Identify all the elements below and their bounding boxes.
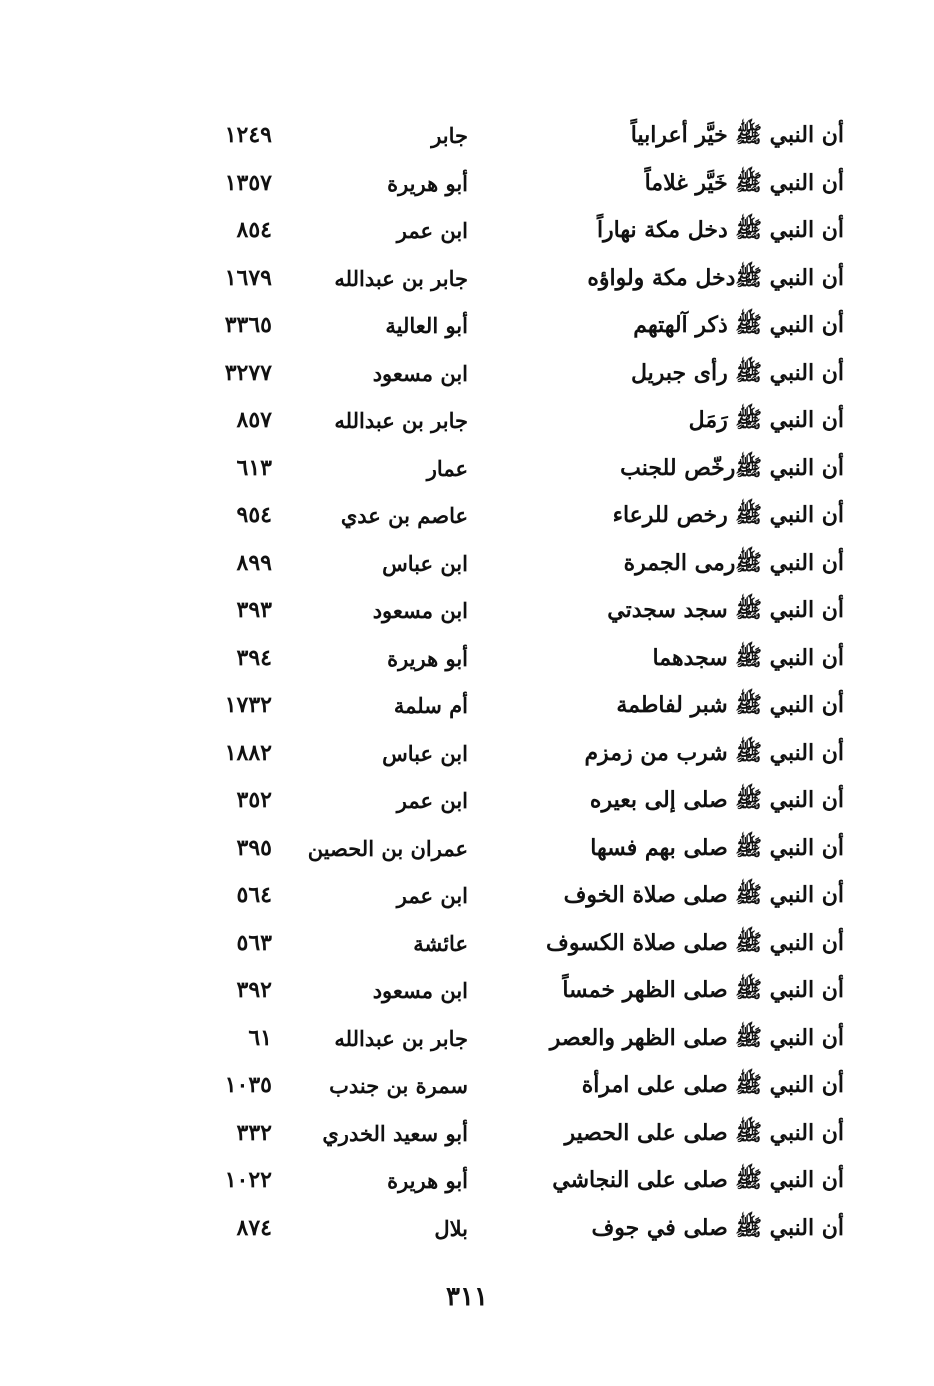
hadith-number: ٩٥٤ bbox=[236, 502, 272, 528]
narrator-name: جابر بن عبدالله bbox=[334, 1025, 468, 1051]
narrator-name: سمرة بن جندب bbox=[329, 1073, 468, 1098]
index-row bbox=[0, 682, 934, 730]
index-row bbox=[0, 445, 934, 493]
narrator-name: جابر بن عبدالله bbox=[334, 408, 468, 433]
hadith-number: ٨٥٧ bbox=[236, 407, 272, 433]
index-row bbox=[0, 967, 934, 1015]
narrator-name: عائشة bbox=[413, 930, 468, 956]
narrator-name: ابن عباس bbox=[382, 740, 468, 766]
hadith-opening-text: أن النبي ﷺ رخص للرعاء bbox=[612, 502, 844, 528]
hadith-number: ٣٣٢ bbox=[236, 1119, 272, 1146]
index-row bbox=[0, 825, 934, 873]
hadith-number: ٦١ bbox=[248, 1024, 272, 1051]
index-row bbox=[0, 635, 934, 683]
index-row bbox=[0, 1205, 934, 1253]
narrator-name: أبو هريرة bbox=[387, 170, 468, 196]
hadith-opening-text: أن النبي ﷺ صلى بهم فسها bbox=[590, 834, 844, 861]
index-row bbox=[0, 777, 934, 825]
hadith-opening-text: أن النبي ﷺ صلى على النجاشي bbox=[552, 1167, 844, 1193]
narrator-name: أم سلمة bbox=[393, 693, 468, 718]
hadith-number: ٣٥٢ bbox=[236, 787, 272, 813]
hadith-opening-text: أن النبي ﷺ صلى الظهر والعصر bbox=[549, 1024, 844, 1051]
page-number: ٣١١ bbox=[446, 1282, 488, 1312]
narrator-name: ابن عمر bbox=[396, 883, 468, 908]
narrator-name: أبو العالية bbox=[385, 313, 468, 338]
hadith-opening-text: أن النبي ﷺ صلى على امرأة bbox=[581, 1072, 844, 1098]
index-row bbox=[0, 1110, 934, 1158]
hadith-number: ٣٩٢ bbox=[236, 977, 272, 1003]
index-row bbox=[0, 730, 934, 778]
hadith-number: ٨٩٩ bbox=[236, 549, 272, 576]
hadith-number: ٨٥٤ bbox=[236, 217, 272, 243]
hadith-number: ٦١٣ bbox=[236, 454, 272, 481]
hadith-opening-text: أن النبي ﷺ خَيَّر غلاماً bbox=[644, 169, 844, 196]
narrator-name: ابن مسعود bbox=[372, 598, 468, 623]
hadith-opening-text: أن النبي ﷺ رأى جبريل bbox=[630, 359, 844, 386]
hadith-number: ١٦٧٩ bbox=[224, 264, 272, 291]
narrator-name: ابن مسعود bbox=[372, 360, 468, 386]
index-row bbox=[0, 350, 934, 398]
index-row bbox=[0, 302, 934, 350]
hadith-number: ٥٦٣ bbox=[236, 929, 272, 956]
hadith-number: ٣٩٤ bbox=[236, 644, 272, 671]
hadith-number: ٨٧٤ bbox=[236, 1214, 272, 1241]
hadith-opening-text: أن النبي ﷺ سجدهما bbox=[652, 644, 844, 671]
hadith-opening-text: أن النبي ﷺ دخل مكة نهاراً bbox=[596, 217, 844, 243]
index-row bbox=[0, 872, 934, 920]
narrator-name: عاصم بن عدي bbox=[340, 503, 468, 528]
index-row bbox=[0, 920, 934, 968]
hadith-opening-text: أن النبي ﷺ صلى في جوف bbox=[591, 1214, 844, 1241]
hadith-opening-text: أن النبي ﷺ خيَّر أعرابياً bbox=[630, 122, 844, 148]
narrator-name: عمار bbox=[426, 455, 468, 481]
hadith-opening-text: أن النبي ﷺ صلى على الحصير bbox=[564, 1119, 844, 1146]
narrator-name: جابر بن عبدالله bbox=[334, 265, 468, 291]
index-row bbox=[0, 587, 934, 635]
hadith-opening-text: أن النبي ﷺ صلى الظهر خمساً bbox=[562, 977, 844, 1003]
hadith-number: ١٧٣٢ bbox=[224, 692, 272, 718]
index-row bbox=[0, 492, 934, 540]
narrator-name: أبو سعيد الخدري bbox=[322, 1120, 468, 1146]
index-row bbox=[0, 255, 934, 303]
hadith-number: ٣٩٥ bbox=[236, 834, 272, 861]
narrator-name: ابن عباس bbox=[382, 550, 468, 576]
hadith-number: ١٣٥٧ bbox=[224, 169, 272, 196]
hadith-opening-text: أن النبي ﷺدخل مكة ولواؤه bbox=[587, 264, 844, 291]
index-row bbox=[0, 1157, 934, 1205]
index-row bbox=[0, 207, 934, 255]
narrator-name: ابن مسعود bbox=[372, 978, 468, 1003]
hadith-opening-text: أن النبي ﷺ صلى صلاة الكسوف bbox=[546, 929, 844, 956]
hadith-number: ١٠٣٥ bbox=[224, 1072, 272, 1098]
hadith-opening-text: أن النبي ﷺ صلى صلاة الخوف bbox=[563, 882, 844, 908]
hadith-number: ١٠٢٢ bbox=[224, 1167, 272, 1193]
index-row bbox=[0, 112, 934, 160]
hadith-number: ٥٦٤ bbox=[236, 882, 272, 908]
narrator-name: ابن عمر bbox=[396, 218, 468, 243]
hadith-number: ٣٢٧٧ bbox=[224, 359, 272, 386]
narrator-name: جابر bbox=[431, 123, 468, 148]
index-row bbox=[0, 540, 934, 588]
narrator-name: ابن عمر bbox=[396, 788, 468, 813]
hadith-opening-text: أن النبي ﷺ صلى إلى بعيره bbox=[589, 787, 844, 813]
narrator-name: أبو هريرة bbox=[387, 645, 468, 671]
hadith-index-table bbox=[0, 112, 934, 1252]
hadith-opening-text: أن النبي ﷺرخّص للجنب bbox=[620, 454, 844, 481]
narrator-name: عمران بن الحصين bbox=[307, 835, 468, 861]
index-row bbox=[0, 160, 934, 208]
index-row bbox=[0, 1062, 934, 1110]
hadith-opening-text: أن النبي ﷺرمى الجمرة bbox=[623, 549, 844, 576]
hadith-number: ٣٣٦٥ bbox=[224, 312, 272, 338]
hadith-opening-text: أن النبي ﷺ شرب من زمزم bbox=[584, 739, 844, 766]
hadith-opening-text: أن النبي ﷺ شبر لفاطمة bbox=[616, 692, 844, 718]
hadith-number: ٣٩٣ bbox=[236, 597, 272, 623]
hadith-opening-text: أن النبي ﷺ رَمَل bbox=[688, 407, 844, 433]
index-row bbox=[0, 1015, 934, 1063]
hadith-number: ١٨٨٢ bbox=[224, 739, 272, 766]
hadith-number: ١٢٤٩ bbox=[224, 122, 272, 148]
narrator-name: بلال bbox=[434, 1215, 468, 1241]
narrator-name: أبو هريرة bbox=[387, 1168, 468, 1193]
hadith-opening-text: أن النبي ﷺ ذكر آلهتهم bbox=[633, 312, 844, 338]
index-row bbox=[0, 397, 934, 445]
hadith-opening-text: أن النبي ﷺ سجد سجدتي bbox=[607, 597, 844, 623]
